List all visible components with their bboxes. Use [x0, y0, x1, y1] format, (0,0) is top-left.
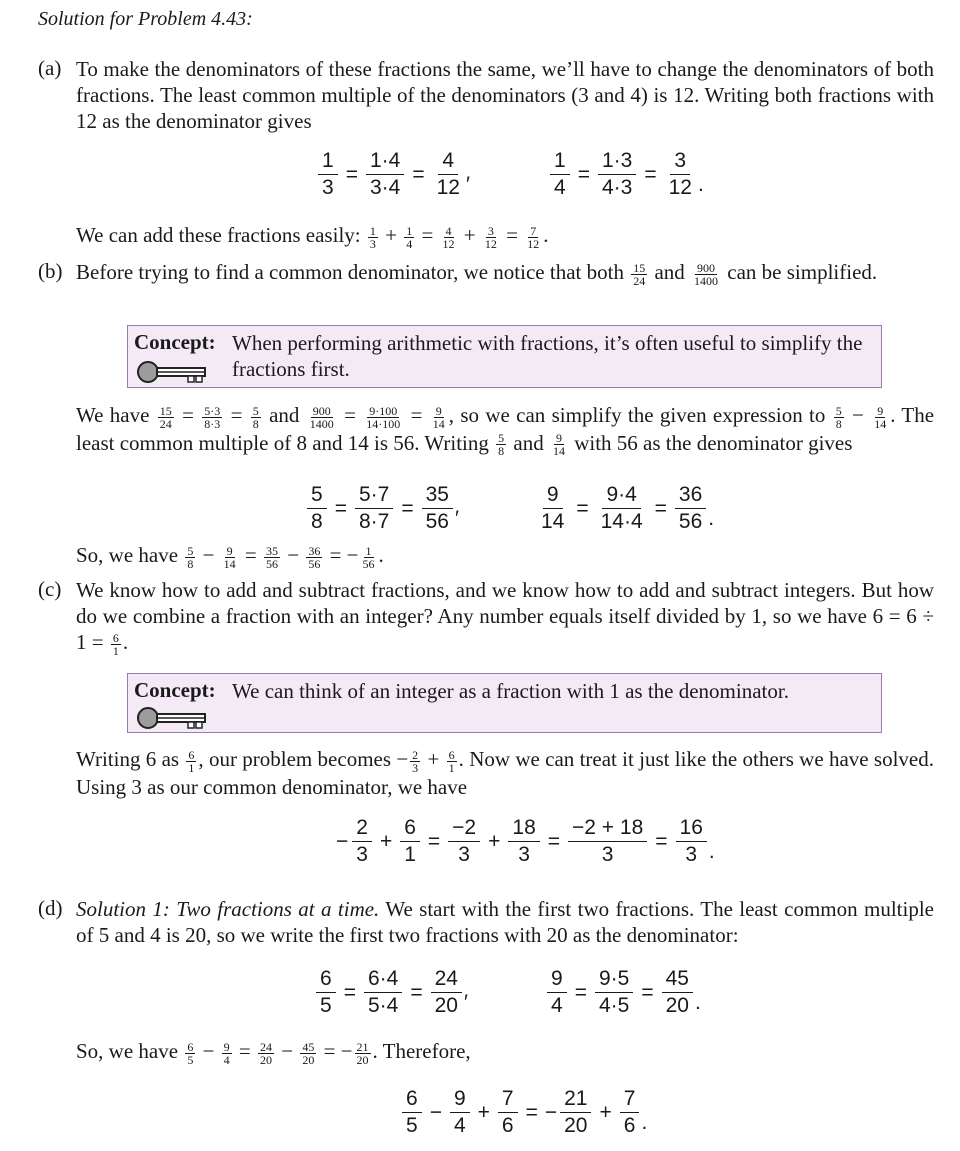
den: 12 — [484, 236, 497, 251]
den: 8 — [498, 444, 505, 459]
den: 56 — [425, 510, 449, 533]
num: 7 — [498, 1086, 518, 1113]
num: 24 — [431, 966, 462, 993]
den: 4 — [453, 1114, 466, 1137]
den: 20 — [302, 1052, 315, 1067]
num: 5 — [498, 431, 505, 446]
num: 9 — [547, 966, 567, 993]
den: 12 — [436, 176, 460, 199]
text: can be simplified. — [727, 260, 878, 284]
den: 1 — [112, 643, 119, 658]
num: 6·4 — [364, 966, 402, 993]
den: 4 — [551, 994, 563, 1017]
num: 6 — [448, 747, 455, 762]
concept-label: Concept: — [134, 678, 216, 702]
part-c-writing: Writing 6 as $\frac{6}{1}$ , our problem becomes − $\frac{2}{3}$ + $\frac{6}{1}$ . Now we can treat it just like the others we have solved. Using 3 as our common denominator, we have — [76, 747, 935, 799]
num: 6 — [112, 630, 119, 645]
text: with 56 as the denominator gives — [574, 430, 853, 455]
concept-text: When performing arithmetic with fractions, it’s often useful to simplify the fractions first. — [232, 331, 863, 381]
num: 1 — [369, 223, 376, 238]
solution-subtitle: Solution 1: Two fractions at a time. — [76, 897, 380, 921]
den: 1 — [448, 760, 455, 775]
part-b-equation-2: $\frac{9}{14}$ = $\frac{9\cdot 4}{14\cdot 4}$ = $\frac{36}{56}$ . — [535, 482, 714, 535]
part-d-equation-1: $\frac{6}{5}$ = $\frac{6\cdot 4}{5\cdot 4}$ = $\frac{24}{20}$ ′ — [314, 966, 468, 1019]
num: 15 — [159, 403, 172, 418]
den: 4 — [554, 176, 566, 199]
num: 36 — [675, 482, 706, 509]
num: −2 — [448, 815, 480, 842]
den: 8 — [252, 416, 259, 431]
den: 14 — [223, 556, 236, 571]
den: 3 — [458, 843, 470, 866]
part-b-intro — [76, 259, 934, 287]
num: 9 — [877, 403, 884, 418]
solution-title: Solution for Problem 4.43: — [38, 8, 253, 30]
part-d-equation-2: $\frac{9}{4}$ = $\frac{9\cdot 5}{4\cdot 5}$ = $\frac{45}{20}$ . — [545, 966, 701, 1019]
part-a-intro: To make the denominators of these fractions the same, we’ll have to change the denominators of both fractions. The least common multiple of the denominators (3 and 4) is 12. Writing both fractions with 12 as the denominator gives — [76, 57, 934, 133]
num: 35 — [422, 482, 453, 509]
num: 45 — [302, 1039, 315, 1054]
num: 9 — [543, 482, 563, 509]
num: 36 — [308, 543, 321, 558]
num: 6 — [188, 747, 195, 762]
den: 14 — [541, 510, 565, 533]
part-c-equation: − $\frac{2}{3}$ + $\frac{6}{1}$ = $\frac{-2}{3}$ + $\frac{18}{3}$ = $\frac{-2 + 18}{3}$ = $\frac{16}{3}$ . — [336, 816, 715, 866]
num: 5 — [307, 482, 327, 509]
num: 9 — [450, 1086, 470, 1113]
den: 3 — [356, 843, 368, 866]
part-b-equation-1: $\frac{5}{8}$ = $\frac{5\cdot 7}{8\cdot 7}$ = $\frac{35}{56}$ ′ — [305, 482, 459, 535]
num: 5·7 — [355, 482, 393, 509]
den: 8·7 — [358, 510, 390, 533]
text: The least common multiple of 8 and 14 is 56. Writing — [76, 403, 935, 455]
den: 1400 — [694, 273, 719, 288]
den: 56 — [362, 556, 375, 571]
key-icon — [136, 706, 208, 730]
den: 14 — [432, 416, 445, 431]
num: 5 — [187, 543, 194, 558]
den: 14 — [874, 416, 887, 431]
den: 1400 — [309, 416, 334, 431]
num: 24 — [260, 1039, 272, 1054]
den: 20 — [564, 1114, 588, 1137]
punct: ′ — [454, 507, 459, 530]
text: . Now we can treat it just like the others we have solved. Using 3 as our common denominator, we have — [76, 747, 935, 799]
den: 24 — [633, 273, 646, 288]
text: We know how to add and subtract fractions, and we know how to add and subtract integers. But how do we combine a fraction with an integer? Any number equals itself divided by 1, so we have 6 = 6 ÷ 1 = — [76, 578, 934, 654]
num: 1 — [550, 148, 570, 175]
num: 9·4 — [602, 482, 640, 509]
num: 9 — [555, 431, 562, 446]
part-d-result: So, we have $\frac{6}{5}$ − $\frac{9}{4}$ = $\frac{24}{20}$ − $\frac{45}{20}$ = − $\frac{21}{20}$ . Therefore, — [76, 1039, 471, 1067]
num: 900 — [697, 260, 716, 275]
concept-label: Concept: — [134, 330, 216, 354]
den: 12 — [442, 236, 455, 251]
num: 15 — [633, 260, 646, 275]
den: 4·3 — [601, 176, 633, 199]
text: So, we have — [76, 1039, 179, 1063]
den: 3·4 — [369, 176, 401, 199]
den: 56 — [678, 510, 703, 533]
num: 5 — [835, 403, 842, 418]
num: 1 — [318, 148, 338, 175]
den: 4 — [223, 1052, 230, 1067]
num: 2 — [352, 815, 372, 842]
text: So, we have — [76, 543, 179, 567]
part-a-sum: We can add these fractions easily: $\frac{1}{3}$ + $\frac{1}{4}$ = $\frac{4}{12}$ + $\frac{3}{12}$ = $\frac{7}{12}$ . — [76, 223, 549, 251]
num: 6 — [187, 1039, 194, 1054]
part-b-result: So, we have $\frac{5}{8}$ − $\frac{9}{14}$ = $\frac{35}{56}$ − $\frac{36}{56}$ = − $\frac{1}{56}$ . — [76, 543, 384, 571]
num: 21 — [356, 1039, 369, 1054]
den: 14·4 — [600, 510, 643, 533]
num: 5·3 — [204, 403, 221, 418]
den: 3 — [518, 843, 530, 866]
punct: ′ — [463, 991, 468, 1014]
den: 6 — [623, 1114, 636, 1137]
part-a-label: (a) — [38, 56, 62, 80]
concept-box — [127, 673, 882, 733]
den: 5 — [406, 1114, 418, 1137]
den: 1 — [188, 760, 195, 775]
den: 3 — [322, 176, 334, 199]
part-d-label: (d) — [38, 896, 63, 920]
punct: . — [697, 173, 704, 196]
num: 45 — [662, 966, 693, 993]
den: 5·4 — [367, 994, 399, 1017]
num: 7 — [530, 223, 537, 238]
text: and — [513, 430, 544, 455]
text: Writing 6 as — [76, 747, 180, 771]
num: 1 — [365, 543, 372, 558]
concept-box — [127, 325, 882, 388]
num: 9 — [226, 543, 233, 558]
text: , so we can simplify the given expression to — [448, 403, 826, 427]
punct: . — [708, 507, 715, 530]
num: 9·5 — [595, 966, 633, 993]
num: 1·3 — [598, 148, 636, 175]
text: , our problem becomes − — [198, 747, 409, 771]
concept-text: We can think of an integer as a fraction with 1 as the denominator. — [232, 679, 789, 703]
num: 18 — [508, 815, 539, 842]
den: 4·5 — [598, 994, 630, 1017]
num: 35 — [266, 543, 278, 558]
num: 6 — [402, 1086, 422, 1113]
num: 9·100 — [369, 403, 398, 418]
sum-prefix: We can add these fractions easily: — [76, 223, 361, 247]
den: 24 — [159, 416, 172, 431]
den: 12 — [527, 236, 540, 251]
text: Before trying to find a common denominator, we notice that both — [76, 260, 624, 284]
part-b-simplify: We have $\frac{15}{24}$ = $\frac{5\cdot 3}{8\cdot 3}$ = $\frac{5}{8}$ and $\frac{900}{1400}$ = $\frac{9\cdot 100}{14\cdot 100}$ = $\frac{9}{14}$ , so we can simplify the given expression to $\frac{5}{8}$ − $\frac{9}{14}$ . The least common multiple of 8 and 14 is 56. Writing $\frac{5}{8}$ and $\frac{9}{14}$ with 56 as the denominator gives — [76, 403, 935, 459]
num: 5 — [252, 403, 259, 418]
num: 6 — [316, 966, 336, 993]
num: 9 — [435, 403, 442, 418]
punct: ′ — [465, 173, 470, 196]
text: and — [654, 260, 685, 284]
num: 2 — [412, 747, 419, 762]
text: We start with the first two fractions. The least common multiple of 5 and 4 is 20, so we write the first two fractions with 20 as the denominator: — [76, 897, 934, 947]
num: 3 — [670, 148, 690, 175]
den: 20 — [260, 1052, 272, 1067]
den: 20 — [665, 994, 689, 1017]
den: 6 — [501, 1114, 514, 1137]
num: 6 — [400, 815, 420, 842]
den: 20 — [356, 1052, 369, 1067]
punct: . — [694, 991, 701, 1014]
den: 14 — [552, 444, 565, 459]
num: 4 — [438, 148, 458, 175]
part-a-equation-1: $\frac{1}{3}$ = $\frac{1\cdot 4}{3\cdot 4}$ = $\frac{4}{12}$ ′ — [316, 148, 470, 201]
text: and — [269, 403, 300, 427]
part-a-equation-2: $\frac{1}{4}$ = $\frac{1\cdot 3}{4\cdot 3}$ = $\frac{3}{12}$ . — [548, 148, 704, 201]
den: 5 — [320, 994, 332, 1017]
den: 3 — [369, 236, 376, 251]
num: 4 — [445, 223, 452, 238]
den: 8·3 — [204, 416, 221, 431]
num: 1 — [406, 223, 413, 238]
den: 8 — [187, 556, 194, 571]
part-d-intro — [76, 896, 934, 948]
den: 20 — [434, 994, 458, 1017]
den: 3 — [685, 843, 698, 866]
den: 8 — [311, 510, 323, 533]
num: 900 — [312, 403, 331, 418]
den: 56 — [266, 556, 278, 571]
part-c-label: (c) — [38, 577, 62, 601]
num: 21 — [560, 1086, 591, 1113]
text: . Therefore, — [372, 1039, 471, 1063]
num: 9 — [223, 1039, 230, 1054]
num: 1·4 — [366, 148, 404, 175]
num: 3 — [487, 223, 494, 238]
den: 4 — [406, 236, 413, 251]
den: 56 — [308, 556, 321, 571]
part-b-label: (b) — [38, 259, 63, 283]
num: −2 + 18 — [568, 815, 647, 842]
text: We have — [76, 403, 150, 427]
key-icon — [136, 360, 208, 384]
den: 14·100 — [366, 416, 401, 431]
num: 16 — [676, 815, 707, 842]
den: 3 — [601, 843, 614, 866]
den: 1 — [404, 843, 416, 866]
den: 5 — [187, 1052, 194, 1067]
den: 3 — [412, 760, 419, 775]
part-c-intro: We know how to add and subtract fractions, and we know how to add and subtract integers. But how do we combine a fraction with an integer? Any number equals itself divided by 1, so we have 6 = 6 ÷ 1 = $\frac{6}{1}$ . — [76, 578, 934, 658]
den: 8 — [835, 416, 842, 431]
part-d-final-equation: $\frac{6}{5}$ − $\frac{9}{4}$ + $\frac{7}{6}$ = − $\frac{21}{20}$ + $\frac{7}{6}$ . — [400, 1086, 647, 1139]
den: 12 — [668, 176, 692, 199]
num: 7 — [620, 1086, 640, 1113]
